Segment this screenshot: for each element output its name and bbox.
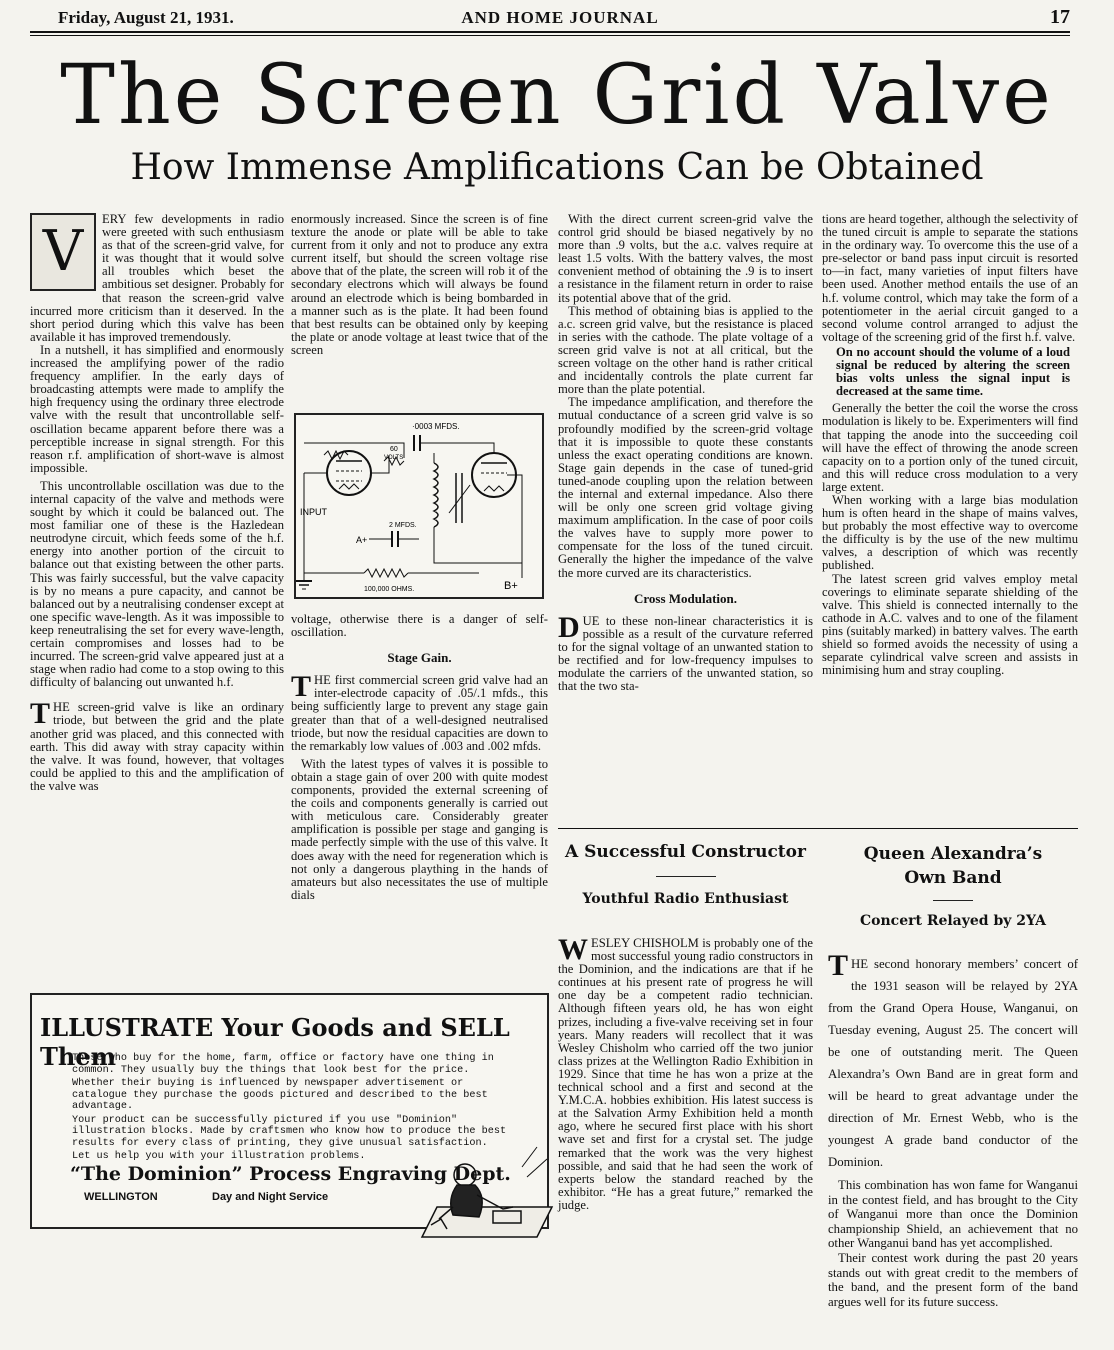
paragraph [30,697,284,793]
page-number: 17 [1050,6,1070,28]
paragraph [558,610,813,694]
drop-cap: W [558,933,588,966]
stage-gain-heading: Stage Gain. [387,650,452,666]
paragraph: When working with a large bias modulation hum is often heard in the shape of mains valves, but probably the most effective way to overcome the difficulty is by the use of the new multimu valves, a description of which was recently published. [822,492,1078,573]
header-rule [30,31,1070,33]
band-article [828,842,1078,1309]
paragraph: The impedance amplification, and therefore the mutual conductance of a screen grid valve is so profoundly modified by the screen-grid voltage that it is impossible to quote these constants unless the exact operating conditions are known. Stage gain depends in the case of tuned-grid tuned-anode coupling upon the relation between the internal and external impedance. Also there will be only one screen grid voltage giving maximum amplification. In the case of poor coils the valves have to supply more power to compensate for the loss of the tuned circuit. Generally the higher the impedance of the valve the more curved are its characteristics. [558,395,813,580]
drop-cap: D [558,610,580,644]
label-a-plus: A+ [356,535,368,545]
label-2mfds: 2 MFDS. [389,522,417,529]
paragraph [291,670,548,753]
engraver-illustration-icon [422,1147,552,1237]
article-column-3 [558,213,813,693]
paragraph [558,933,813,1212]
ad-brand: “The Dominion” Process Engraving Dept. [70,1163,511,1185]
ad-city: WELLINGTON [84,1191,158,1203]
ad-paragraph: Those who buy for the home, farm, office or factory have one thing in common. They usually buy the things that look best for the price. [72,1053,494,1076]
ad-paragraph: Your product can be successfully pictured if you use "Dominion" illustration blocks. Made by craftsmen who know how to produce the best results for every class of printing, they give unusual satisfaction. [72,1114,507,1149]
paragraph: voltage, otherwise there is a danger of self-oscillation. [291,612,548,640]
paragraph: With the direct current screen-grid valve the control grid should be biased negatively by no more than .9 volts, but the a.c. valves require at least 1.5 volts. With the battery valves, the most convenient method of obtaining the .9 is to insert a resistance in the filament return in order to raise its potential above that of the grid. [558,212,813,305]
paragraph: The latest screen grid valves employ metal coverings to eliminate separate shielding of the valve. This shield is connected internally to the cathode in A.C. valves and to one of the filament pins (suitably marked) in battery valves. The earth shield so formed avoids the necessity of using a separate cylindrical valve screen and assists in minimising hum and stray coupling. [822,571,1078,678]
band-subheading: Concert Relayed by 2YA [860,913,1046,929]
advertisement [30,993,549,1229]
paragraph: enormously increased. Since the screen is of fine texture the anode or plate will be able to take current from it only and not to produce any extra current itself, but should the screen voltage rise above that of the plate, the screen will rob it of the secondary electrons which will always be found around an electrode which is being bombarded in a manner such as is the plate. It had been found that best results can be obtained only by keeping the plate or anode voltage at least twice that of the screen [291,212,548,357]
paragraph: This method of obtaining bias is applied to the a.c. screen grid valve, but the resistance is placed in series with the cathode. The plate voltage of a screen grid valve is not at all critical, but the screen voltage on the other hand is rather critical and incidentally controls the plate current far more than the plate potential. [558,303,813,397]
paragraph-text: HE first commercial screen grid valve had an inter-electrode capacity of .05/.1 mfds., this being sufficiently large to prevent any stage gain greater than that of a well-designed neutralised triode, but now the residual capacities are down to the remarkably low values of .003 and .002 mfds. [291,673,548,753]
band-heading: Queen Alexandra’s Own Band [863,844,1043,888]
ad-paragraph: Whether their buying is influenced by newspaper advertisement or catalogue they purchase the goods pictured and described to the best advantage. [72,1078,488,1112]
circuit-diagram [294,413,544,599]
paragraph: tions are heard together, although the selectivity of the tuned circuit is ample to separate the stations in the ordinary way. To overcome this the use of a pre-selector or band pass input circuit is resorted to—in fact, many varieties of input filters have been used. Another method entails the use of an h.f. volume control, which may take the form of a potentiometer in the aerial circuit ganged to a second volume control arranged to adjust the voltage of the screening grid of the first h.f. valve. [822,212,1078,344]
ad-headline: ILLUSTRATE Your Goods and SELL Them [40,1013,510,1071]
ad-paragraph: Let us help you with your illustration problems. [72,1151,366,1162]
cross-modulation-heading: Cross Modulation. [633,590,738,606]
constructor-article [558,842,813,1212]
paragraph: With the latest types of valves it is possible to obtain a stage gain of over 200 with quite modest components, provided the external screening of the coils and components generally is carried out with meticulous care. Considerably greater amplification is possible per stage and ganging is made perfectly simple with the use of this valve. It does away with the need for regeneration which is not only a dangerous plaything in the hands of amateurs but also necessitates the use of multiple dials [291,756,548,902]
paragraph-text: UE to these non-linear characteristics it is possible as a result of the curvature referred to for the signal voltage of an unwanted station to be rectified and for low-frequency impulses to modulate the carriers of the unwanted station, so that the two sta- [558,613,813,694]
label-ohms: 100,000 OHMS. [364,586,415,593]
paragraph: In a nutshell, it has simplified and enormously increased the amplifying power of the radio frequency amplifier. In the early days of broadcasting attempts were made to amplify the high frequency using the ordinary three electrode valve with the result that uncontrollable self-oscillation became apparent before there was a perceptible increase in signal strength. For this reason r.f. amplification of short-wave is almost impossible. [30,342,284,475]
ad-service: Day and Night Service [212,1191,329,1203]
paragraph-text: ESLEY CHISHOLM is probably one of the most successful young radio constructors in the Dominion, and the indications are that if he continues at his present rate of progress he will one day be a competent radio technician. Although fifteen years old, he has won eight prizes, including a five-valve receiving set in four years. Many readers will recollect that it was Wesley Chisholm who carried off the two junior class prizes at the Wellington Radio Exhibition in 1929. Since that time he has won a prize at the technical school and a first and second at the Y.M.C.A. hobbies exhibition. His latest success is at the Salvation Army Exhibition held a month ago, where he secured first place with his short wave set and first for a crystal set. The judge remarked that the work was the very highest possible, and said that he had seen the work of experts below the standard reached by the exhibitor. “He has a great future,” remarked the judge. [558,936,813,1212]
constructor-heading: A Successful Constructor [565,842,806,862]
band-body [828,949,1078,1309]
ornamental-initial: V [30,213,96,291]
issue-date: Friday, August 21, 1931. [58,8,234,27]
drop-cap: T [30,697,51,731]
header-rule-thin [30,35,1070,36]
paragraph: Their contest work during the past 20 years stands out with great credit to the members of the band, and the present form of the band argues well for its future success. [828,1250,1078,1309]
article-column-4 [822,213,1078,677]
section-rule [558,828,1078,829]
label-capacitance: ·0003 MFDS. [412,422,460,431]
drop-cap: T [828,949,849,982]
paragraph-text: HE second honorary members’ concert of the 1931 season will be relayed by 2YA from the Grand Opera House, Wanganui, on Tuesday evening, August 25. The concert will be one of outstanding merit. The Queen Alexandra’s Own Band are in great form and will be heard to great advantage under the direction of Mr. Ernest Webb, who is the youngest A grade band conductor of the Dominion. [828,957,1078,1169]
constructor-subheading: Youthful Radio Enthusiast [582,891,789,907]
engraver-illustration [417,1137,557,1242]
paragraph: This uncontrollable oscillation was due to the internal capacity of the valve and methods were sought by which it could be balanced out. The most familiar one of these is the Hazledean neutrodyne circuit, which feeds some of the h.f. energy into another portion of the circuit to balance out that existing between the other parts. This was fairly successful, but the valve capacity is by no means a pure capacity, and cannot be balanced out by a neutralising condenser except at one specific wave-length. As it was impossible to keep reneutralising the set for every wave-length, certain compromises and losses had to be incurred. The screen-grid valve appeared just at a stage when radio had come to a stop owing to this difficulty of balancing out unwanted h.f. [30,478,284,690]
constructor-body [558,933,813,1212]
article-subtitle: How Immense Amplifications Can be Obtained [130,147,984,188]
label-input: INPUT [300,507,327,517]
article-title: The Screen Grid Valve [60,48,1054,143]
label-60: 60 [390,446,398,453]
paragraph [828,949,1078,1173]
bold-notice: On no account should the volume of a loud signal be reduced by altering the screen bias volts unless the signal input is decreased at the same time. [836,344,1070,399]
divider [656,876,716,877]
paragraph: ERY few developments in radio were greeted with such enthusiasm as that of the screen-grid valve, for it was thought that it would solve all troubles which beset the ambitious set designer. Probably for that reason the screen-grid valve incurred more criticism than it deserved. In the short period during which this valve has been available it has improved tremendously. [30,212,284,344]
masthead: AND HOME JOURNAL [461,8,659,27]
paragraph-text: HE screen-grid valve is like an ordinary triode, but between the grid and the plate another grid was placed, and this connected with earth. This did away with stray capacity within the valve. It was found, however, that voltages could be applied to this and the amplification of the valve was [30,700,284,793]
label-b-plus: B+ [504,580,518,592]
drop-cap: T [291,670,312,704]
article-column-2-top [291,213,548,357]
article-column-2-bottom [291,613,548,902]
paragraph: Generally the better the coil the worse the cross modulation is likely to be. Experimenters will find that tapping the anode into the succeeding coil will have the effect of throwing the anode screen capacity on to a portion only of the tuned circuit, and this will reduce cross modulation to a very large extent. [822,401,1078,494]
article-column-1 [30,213,284,793]
circuit-diagram-svg [294,413,544,599]
label-volts: VOLTS [384,455,404,461]
divider [933,900,973,901]
paragraph: This combination has won fame for Wanganui in the contest field, and has brought to the City of Wanganui more than once the Dominion championship Shield, an achievement that no other Wanganui band has yet accomplished. [828,1178,1078,1251]
